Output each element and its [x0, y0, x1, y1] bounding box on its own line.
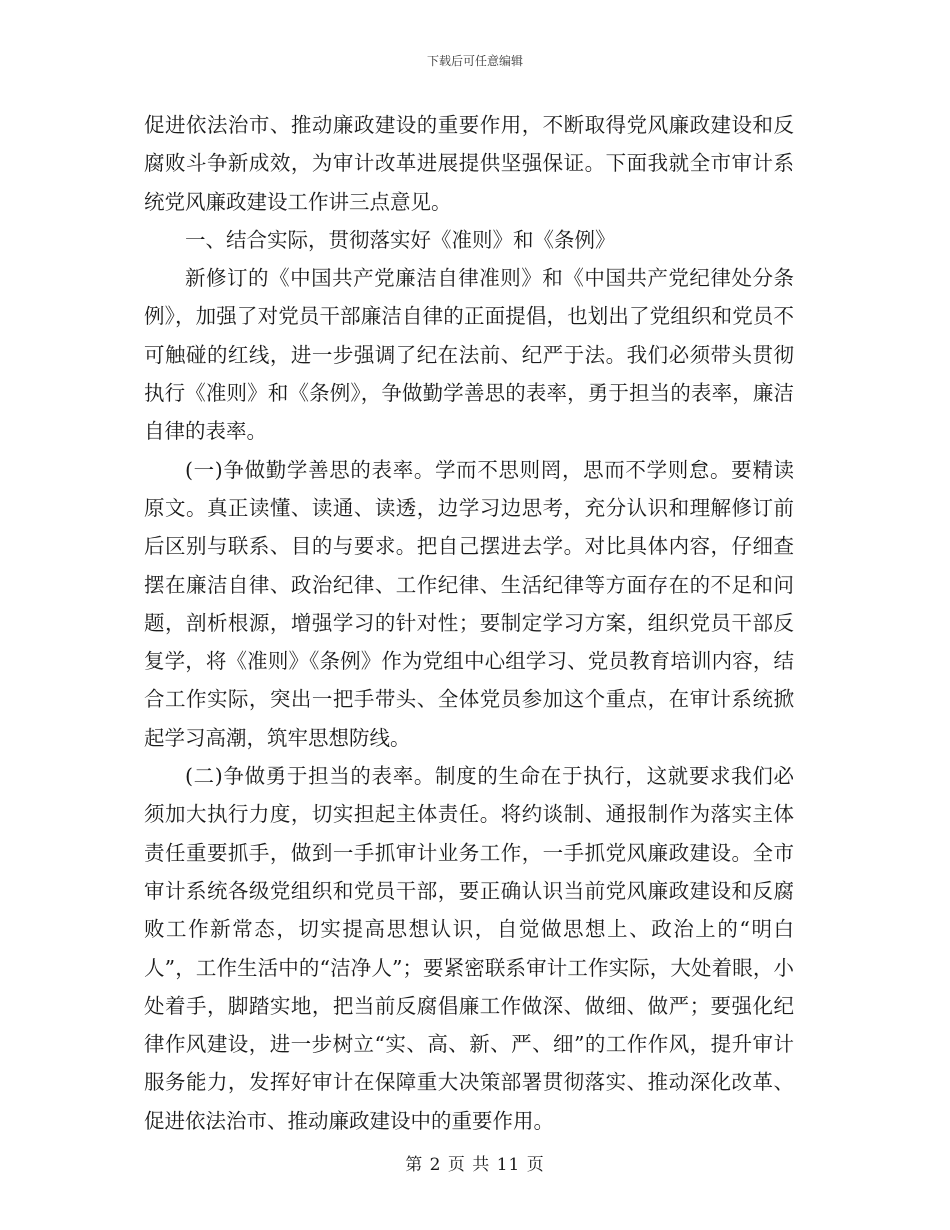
page-number: 第 2 页 共 11 页: [405, 1155, 545, 1175]
document-body: [144, 106, 794, 1140]
paragraph: (一)争做勤学善思的表率。学而不思则罔，思而不学则怠。要精读原文。真正读懂、读通、读透，边学习边思考，充分认识和理解修订前后区别与联系、目的与要求。把自己摆进去学。对比具体内容，仔细查摆在廉洁自律、政治纪律、工作纪律、生活纪律等方面存在的不足和问题，剖析根源，增强学习的针对性；要制定学习方案，组织党员干部反复学，将《准则》《条例》作为党组中心组学习、党员教育培训内容，结合工作实际，突出一把手带头、全体党员参加这个重点，在审计系统掀起学习高潮，筑牢思想防线。: [144, 457, 794, 750]
paragraph: (二)争做勇于担当的表率。制度的生命在于执行，这就要求我们必须加大执行力度，切实担起主体责任。将约谈制、通报制作为落实主体责任重要抓手，做到一手抓审计业务工作，一手抓党风廉政建设。全市审计系统各级党组织和党员干部，要正确认识当前党风廉政建设和反腐败工作新常态，切实提高思想认识，自觉做思想上、政治上的“明白人”，工作生活中的“洁净人”；要紧密联系审计工作实际，大处着眼，小处着手，脚踏实地，把当前反腐倡廉工作做深、做细、做严；要强化纪律作风建设，进一步树立“实、高、新、严、细”的工作作风，提升审计服务能力，发挥好审计在保障重大决策部署贯彻落实、推动深化改革、促进依法治市、推动廉政建设中的重要作用。: [144, 764, 794, 1133]
paragraph: 新修订的《中国共产党廉洁自律准则》和《中国共产党纪律处分条例》，加强了对党员干部廉洁自律的正面提倡，也划出了党组织和党员不可触碰的红线，进一步强调了纪在法前、纪严于法。我们必须带头贯彻执行《准则》和《条例》，争做勤学善思的表率，勇于担当的表率，廉洁自律的表率。: [144, 266, 794, 444]
header-note: 下载后可任意编辑: [426, 54, 523, 68]
section-heading: 一、结合实际，贯彻落实好《准则》和《条例》: [185, 227, 616, 252]
paragraph-continuation: 促进依法治市、推动廉政建设的重要作用，不断取得党风廉政建设和反腐败斗争新成效，为审计改革进展提供坚强保证。下面我就全市审计系统党风廉政建设工作讲三点意见。: [144, 113, 794, 214]
